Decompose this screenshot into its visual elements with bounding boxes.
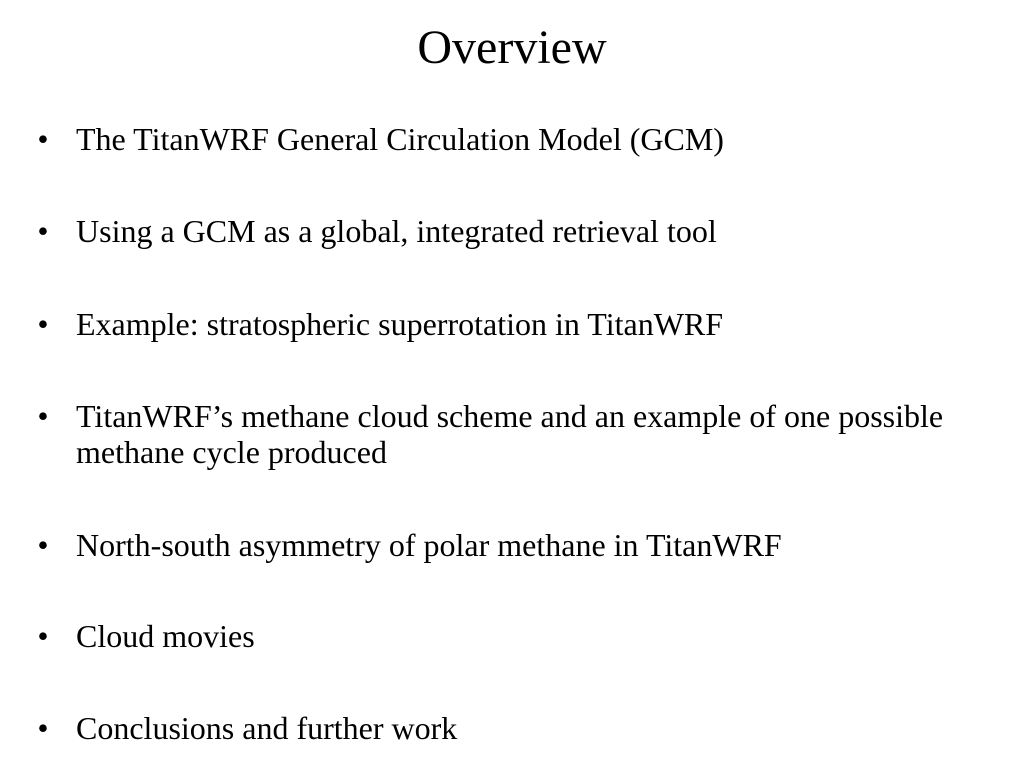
bullet-text: Using a GCM as a global, integrated retrieval tool [76, 213, 717, 249]
slide-title: Overview [417, 21, 607, 74]
bullet-icon: • [37, 398, 49, 434]
bullet-text: TitanWRF’s methane cloud scheme and an example of one possible methane cycle produced [76, 398, 944, 470]
bullet-icon: • [37, 306, 49, 342]
bullet-text: Conclusions and further work [76, 710, 458, 746]
bullet-icon: • [37, 121, 49, 157]
bullet-text: Cloud movies [76, 618, 255, 654]
bullet-icon: • [37, 213, 49, 249]
bullet-text: Example: stratospheric superrotation in TitanWRF [76, 306, 724, 342]
bullet-icon: • [37, 618, 49, 654]
bullet-text: The TitanWRF General Circulation Model (GCM) [76, 121, 724, 157]
bullet-icon: • [37, 710, 49, 746]
bullet-icon: • [37, 527, 49, 563]
bullet-text: North-south asymmetry of polar methane in TitanWRF [76, 527, 782, 563]
